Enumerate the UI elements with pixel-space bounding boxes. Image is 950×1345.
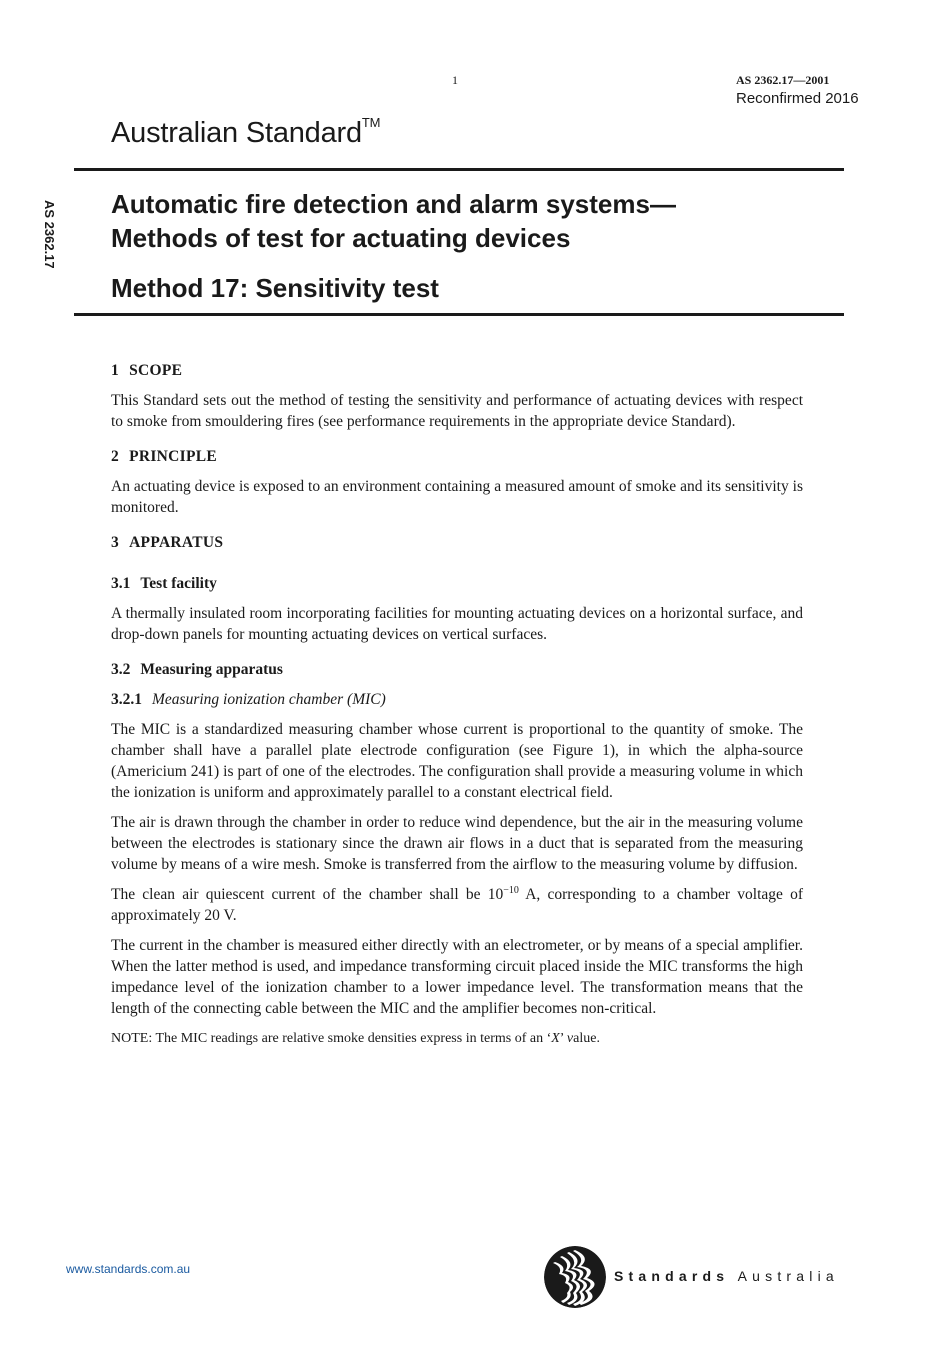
subsection-title: Test facility: [140, 575, 217, 592]
subsection-number: 3.2: [111, 661, 131, 678]
exponent: −10: [503, 884, 519, 896]
title-line-1: Automatic fire detection and alarm systems—: [111, 189, 676, 219]
text-run: NOTE: The MIC readings are relative smoke densities express in terms of an ‘: [111, 1031, 552, 1046]
text-run: alue.: [573, 1031, 600, 1046]
section-principle: [111, 446, 803, 518]
side-document-id: AS 2362.17: [42, 200, 57, 269]
subsection-title: Measuring apparatus: [140, 661, 283, 678]
text-run: v: [566, 1031, 574, 1046]
section-number: 1: [111, 362, 120, 379]
reconfirmed-note: Reconfirmed 2016: [736, 90, 859, 107]
text-run: X: [551, 1031, 560, 1046]
paragraph: The air is drawn through the chamber in order to reduce wind dependence, but the air in the measuring volume between the electrodes is stationary since the drawn air flows in a duct that is separated from the measuring volume by means of a wire mesh. Smoke is transferred from the airflow to the measuring volume by diffusion.: [111, 814, 803, 873]
document-body: [111, 360, 803, 1063]
paragraph: The MIC is a standardized measuring chamber whose current is proportional to the quantity of smoke. The chamber shall have a parallel plate electrode configuration (see Figure 1), in which the alpha-source (Americium 241) is part of one of the electrodes. The configuration shall provide a measuring volume in which the ionization is uniform and approximately parallel to a constant electrical field.: [111, 721, 803, 801]
section-title: SCOPE: [129, 362, 183, 379]
paragraph: A thermally insulated room incorporating facilities for mounting actuating devices on a horizontal surface, and drop-down panels for mounting actuating devices on vertical surfaces.: [111, 605, 803, 643]
subsection-heading: [111, 573, 803, 594]
paragraph: An actuating device is exposed to an environment containing a measured amount of smoke and its sensitivity is monitored.: [111, 478, 803, 516]
clause-title: Measuring ionization chamber (MIC): [152, 691, 386, 708]
clause-number: 3.2.1: [111, 691, 142, 708]
title-line-2: Methods of test for actuating devices: [111, 223, 571, 253]
section-heading: [111, 360, 803, 381]
standards-australia-wordmark: [614, 1268, 839, 1284]
wordmark-australia: Australia: [737, 1268, 839, 1284]
text-run: The clean air quiescent current of the chamber shall be 10: [111, 886, 504, 903]
subsection-heading: [111, 659, 803, 680]
section-title: APPARATUS: [129, 534, 224, 551]
website-link[interactable]: www.standards.com.au: [66, 1262, 191, 1276]
note: [111, 1028, 803, 1049]
standard-type-text: Australian Standard: [111, 117, 362, 149]
paragraph: [111, 884, 803, 926]
text-run: A, corresponding to a chamber voltage of approximately 20 V.: [111, 886, 803, 924]
section-heading: [111, 446, 803, 467]
trademark-mark: TM: [361, 115, 381, 131]
paragraph: This Standard sets out the method of testing the sensitivity and performance of actuating devices with respect to smoke from smouldering fires (see performance requirements in the appropriate device Standard).: [111, 392, 803, 430]
standard-type-heading: [111, 117, 380, 150]
clause-heading: [111, 689, 803, 710]
section-heading: [111, 532, 803, 553]
subsection-test-facility: [111, 573, 803, 645]
wordmark-standards: Standards: [614, 1268, 730, 1284]
method-title: Method 17: Sensitivity test: [111, 273, 439, 303]
title-bottom-rule: [74, 313, 844, 316]
section-scope: [111, 360, 803, 432]
subsection-measuring-apparatus: [111, 659, 803, 1049]
document-title: [111, 187, 831, 255]
section-number: 2: [111, 448, 120, 465]
text-run: ’: [559, 1031, 567, 1046]
section-number: 3: [111, 534, 120, 551]
subsection-number: 3.1: [111, 575, 131, 592]
section-apparatus: [111, 532, 803, 1049]
paragraph: The current in the chamber is measured either directly with an electrometer, or by means of a special amplifier. When the latter method is used, and impedance transforming circuit placed inside the MIC transforms the high impedance level of the ionization chamber to a lower impedance level. The transformation means that the length of the connecting cable between the MIC and the amplifier becomes non-critical.: [111, 937, 803, 1017]
top-rule: [74, 168, 844, 171]
page-number: 1: [452, 73, 458, 87]
document-id: AS 2362.17—2001: [736, 73, 830, 87]
section-title: PRINCIPLE: [129, 448, 218, 465]
standards-australia-logo-icon: [543, 1245, 607, 1309]
